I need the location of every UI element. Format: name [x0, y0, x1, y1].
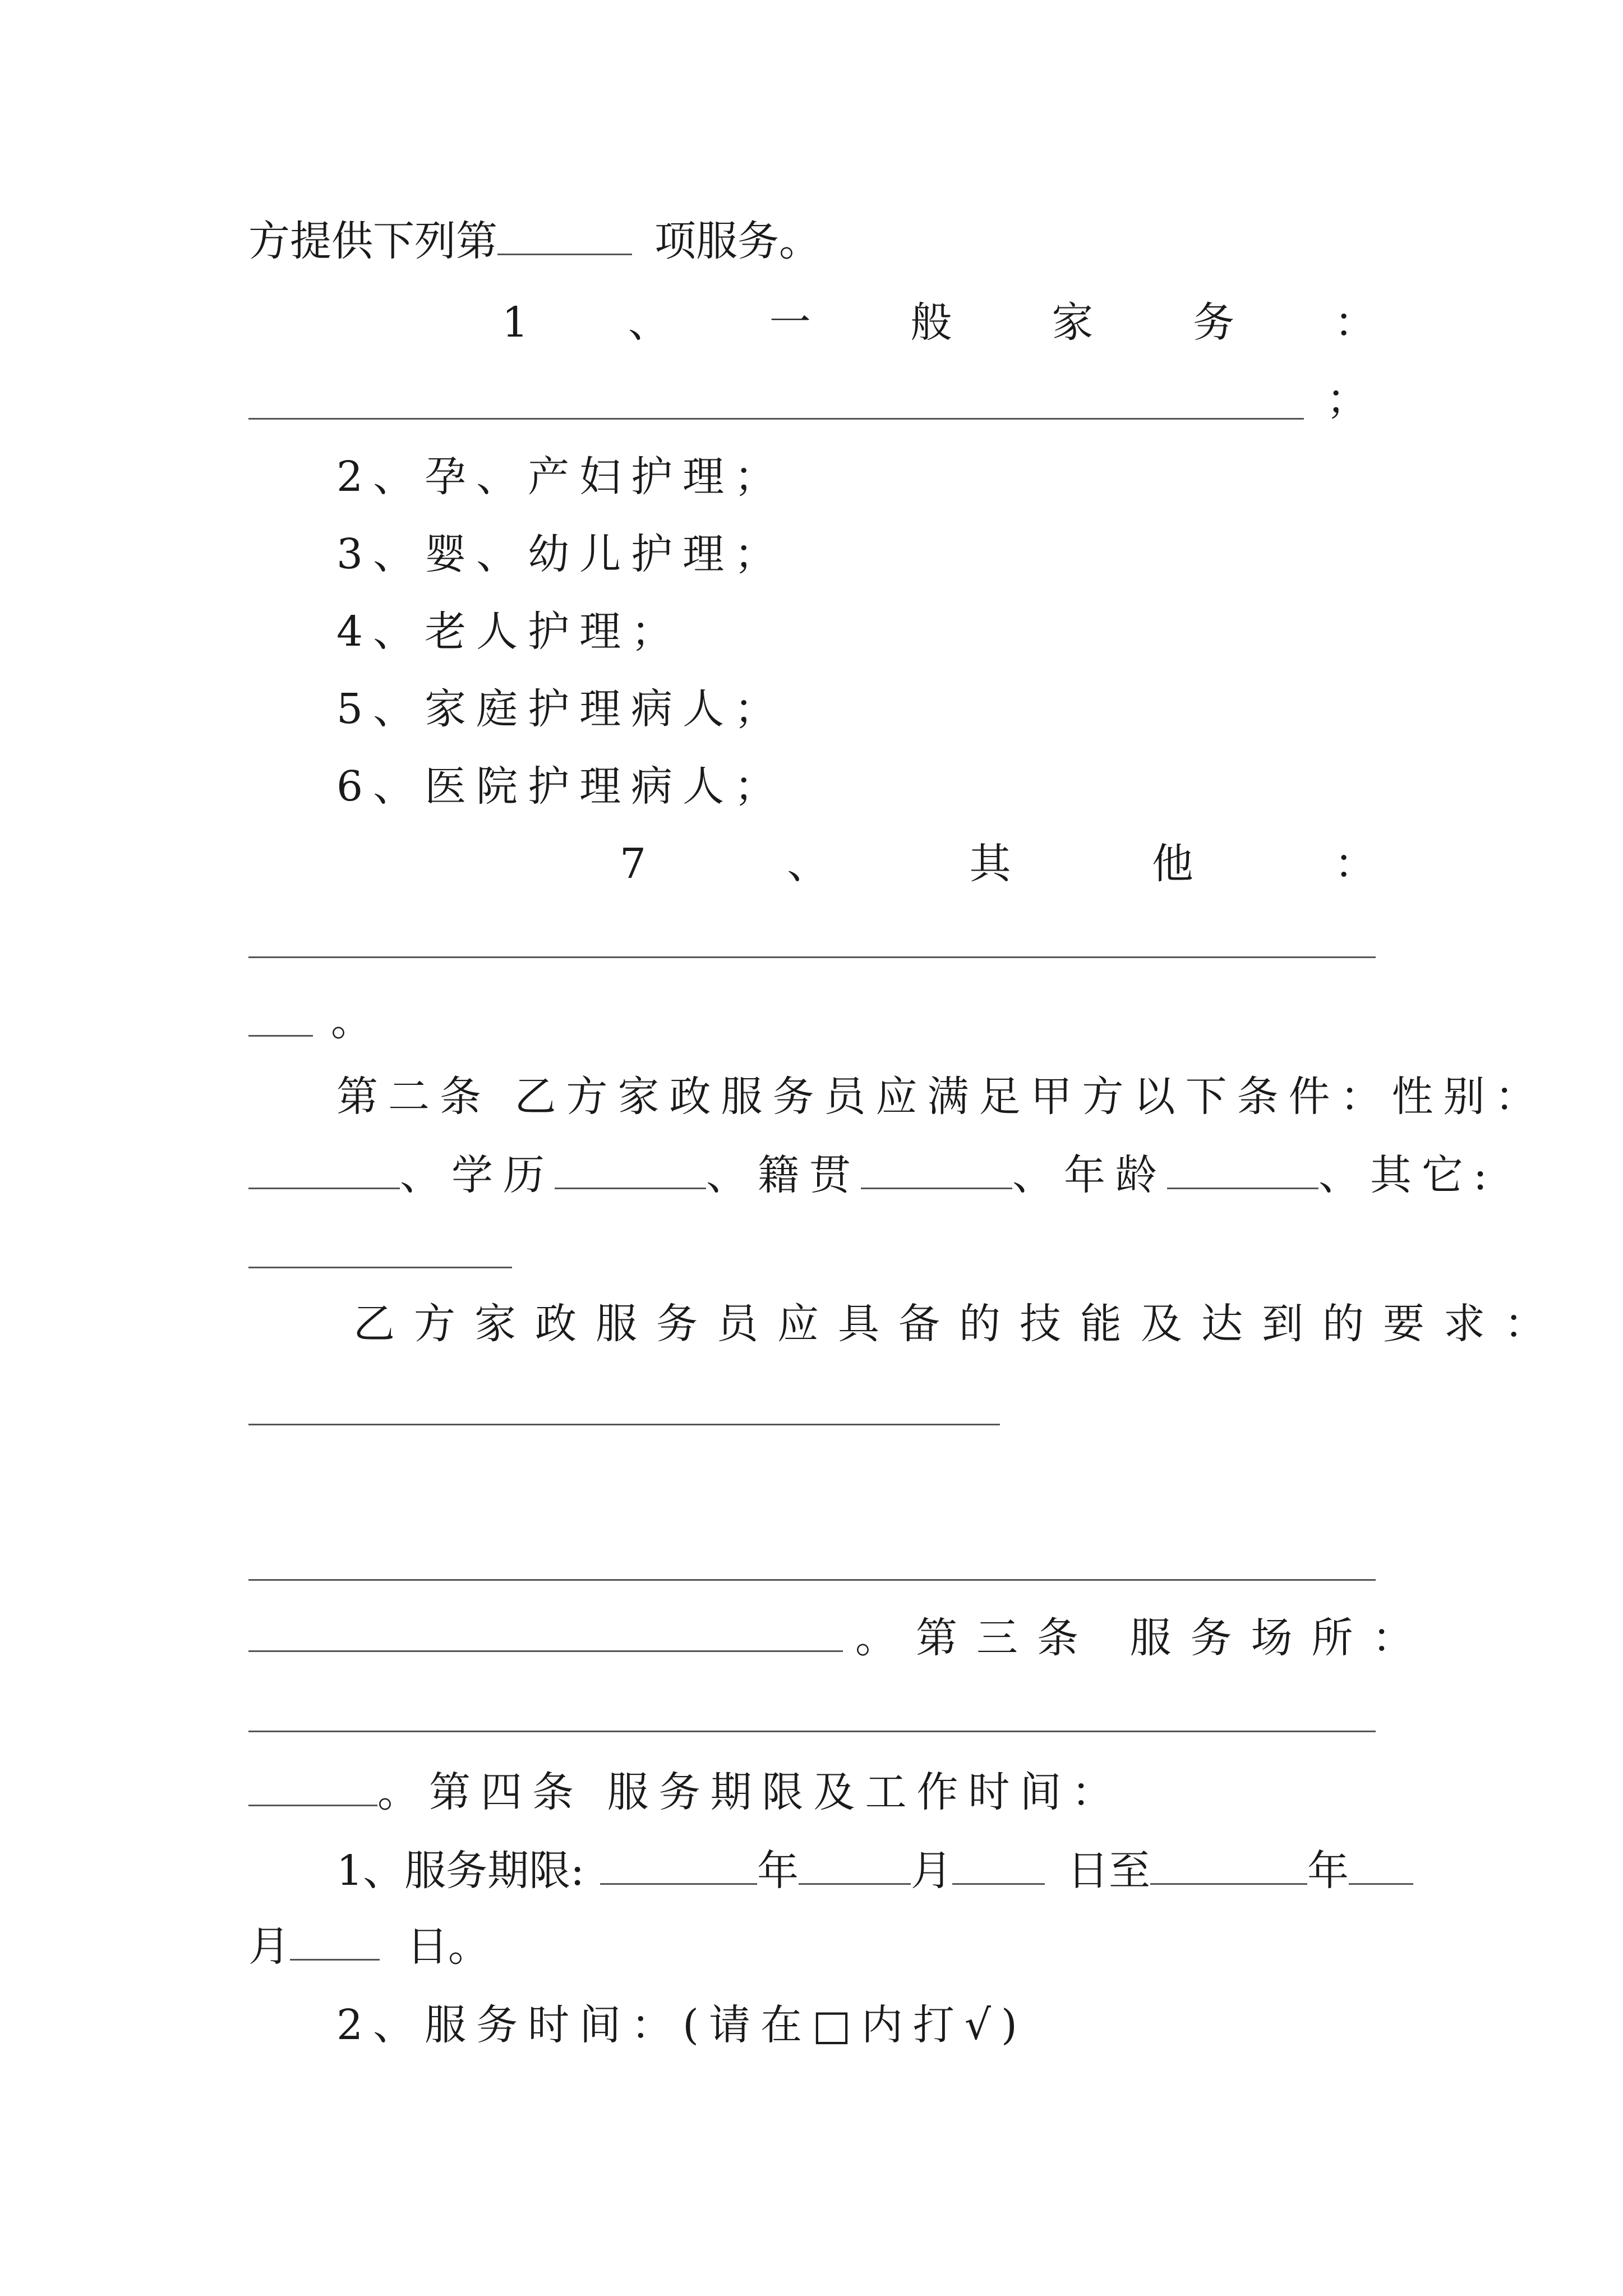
education-blank[interactable]	[555, 1153, 706, 1189]
age-blank[interactable]	[1167, 1153, 1318, 1189]
item-7-char: ：	[1334, 840, 1376, 888]
gender-blank[interactable]	[248, 1153, 400, 1189]
end-month-blank[interactable]	[1349, 1848, 1413, 1885]
article-2-heading: 第二条 乙方家政服务员应满足甲方以下条件：性别：	[336, 1073, 1547, 1121]
item-7-period: 。	[331, 997, 372, 1045]
item-5: 5、家庭护理病人；	[336, 685, 786, 733]
article-4-heading: 。第四条 服务期限及工作时间：	[377, 1768, 1123, 1816]
year-label: 年	[757, 1847, 799, 1895]
month-label: 月	[248, 1922, 290, 1971]
service-number-blank[interactable]	[497, 219, 632, 255]
article-3-heading: 。第三条 服务场所：	[855, 1614, 1433, 1662]
item-1-char: 一	[769, 298, 811, 347]
item-1-char: 、	[628, 298, 670, 347]
service-selection-line	[248, 208, 1376, 275]
service-time-label: 2、服务时间：(请在□内打√)	[336, 2001, 1027, 2049]
age-label: 、年龄	[1012, 1151, 1167, 1199]
item-1-blank[interactable]	[248, 418, 1304, 420]
day-end-label: 日。	[407, 1922, 490, 1971]
year-label: 年	[1307, 1847, 1349, 1895]
skills-requirement-label: 乙方家政服务员应具备的技能及达到的要求：	[353, 1300, 1565, 1348]
item-7-blank-end[interactable]	[248, 1035, 313, 1037]
item-1-char: 般	[910, 298, 952, 347]
skills-blank-1[interactable]	[248, 1424, 1000, 1425]
origin-label: 、籍贯	[706, 1151, 861, 1199]
article-2-conditions-line	[248, 1142, 1497, 1209]
item-4: 4、老人护理；	[336, 608, 683, 656]
month-label: 月	[911, 1847, 953, 1895]
start-month-blank[interactable]	[799, 1848, 911, 1885]
skills-blank-3[interactable]	[248, 1616, 843, 1652]
item-1-heading	[502, 289, 1376, 356]
item-1-char: ：	[1334, 298, 1376, 347]
item-1-char: 1	[502, 298, 529, 347]
item-1-semicolon: ；	[1326, 375, 1368, 424]
article-4-line	[248, 1759, 1376, 1826]
item-7-blank[interactable]	[248, 956, 1376, 958]
education-label: 、学历	[400, 1151, 555, 1199]
article-3-line	[248, 1604, 1433, 1672]
service-term-end-line	[248, 1913, 1376, 1980]
item-3: 3、婴、幼儿护理；	[336, 530, 786, 578]
item-6: 6、医院护理病人；	[336, 762, 786, 811]
item-7-heading	[620, 830, 1376, 898]
item-1-char: 家	[1052, 298, 1094, 347]
service-term-line	[336, 1837, 1376, 1904]
service-selection-suffix: 项服务。	[654, 217, 820, 265]
day-to-label: 日至	[1067, 1847, 1151, 1895]
service-selection-prefix: 方提供下列第	[248, 217, 497, 265]
other-label: 、其它:	[1318, 1151, 1497, 1199]
end-day-blank[interactable]	[290, 1924, 380, 1961]
end-year-blank[interactable]	[1150, 1848, 1307, 1885]
item-7-char: 其	[969, 840, 1011, 888]
skills-blank-2[interactable]	[248, 1579, 1376, 1581]
other-condition-blank[interactable]	[248, 1267, 512, 1268]
item-7-char: 、	[787, 840, 829, 888]
item-7-char: 他	[1151, 840, 1193, 888]
item-2: 2、孕、产妇护理；	[336, 453, 786, 501]
service-location-blank-end[interactable]	[248, 1770, 377, 1806]
service-term-label: 1、服务期限:	[336, 1847, 585, 1895]
start-day-blank[interactable]	[952, 1848, 1045, 1885]
service-location-blank[interactable]	[248, 1731, 1376, 1732]
item-7-char: 7	[620, 840, 647, 888]
origin-blank[interactable]	[861, 1153, 1012, 1189]
item-1-char: 务	[1193, 298, 1235, 347]
start-year-blank[interactable]	[600, 1848, 757, 1885]
